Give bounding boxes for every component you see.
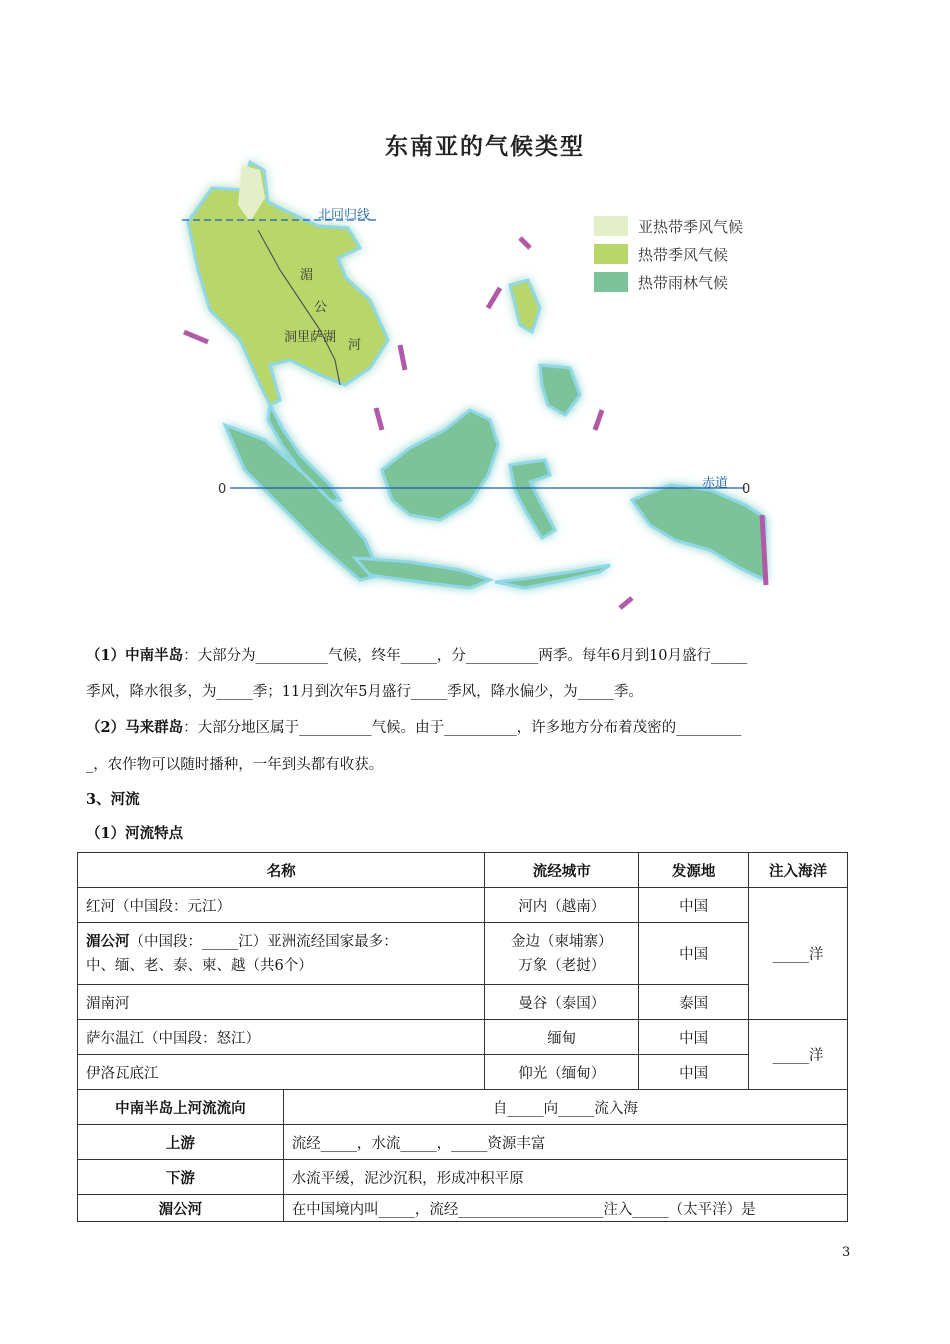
legend-swatch — [594, 216, 628, 236]
river-name-bold: 湄公河 — [86, 932, 130, 950]
row-label: 中南半岛上河流流向 — [78, 1090, 284, 1125]
map-graphic — [170, 110, 790, 630]
table-row — [78, 923, 848, 985]
table-row — [78, 985, 848, 1020]
indochina-region — [188, 162, 388, 405]
legend-label: 热带季风气候 — [638, 245, 729, 264]
table-row — [78, 888, 848, 923]
map-title: 东南亚的气候类型 — [385, 134, 585, 160]
row-label: 下游 — [78, 1160, 284, 1195]
river-source: 中国 — [639, 1055, 749, 1090]
river-name: 伊洛瓦底江 — [78, 1055, 485, 1090]
para1-text: ：大部分为__________气候，终年_____，分__________两季。每年6月到10月盛行_____ — [183, 648, 748, 664]
table-row — [78, 1055, 848, 1090]
equator-right-number: 0 — [742, 482, 751, 497]
river-name: 红河（中国段：元江） — [78, 888, 485, 923]
sulawesi — [510, 460, 555, 538]
legend-item-tropical-monsoon — [594, 240, 743, 268]
legend-item-tropical-rainforest — [594, 268, 743, 296]
ocean-cell: _____洋 — [749, 888, 848, 1020]
river-name: 萨尔温江（中国段：怒江） — [78, 1020, 485, 1055]
river-source: 中国 — [639, 888, 749, 923]
row-value: 在中国境内叫_____，流经____________________注入_____（太平洋）是 — [283, 1195, 847, 1222]
river-source: 中国 — [639, 1020, 749, 1055]
river-table — [77, 852, 848, 1090]
river-city: 河内（越南） — [485, 888, 639, 923]
equator-left-number: 0 — [218, 482, 227, 497]
para1-heading: （1）中南半岛 — [86, 647, 184, 664]
mekong-label-2: 公 — [314, 300, 328, 315]
table-row — [78, 1160, 848, 1195]
legend-item-subtropical — [594, 212, 743, 240]
row-value: 水流平缓，泥沙沉积，形成冲积平原 — [283, 1160, 847, 1195]
row-value: 流经_____，水流_____，_____资源丰富 — [283, 1125, 847, 1160]
borneo — [382, 410, 498, 520]
river-city: 缅甸 — [485, 1020, 639, 1055]
philippines-luzon — [510, 280, 540, 332]
legend-label: 亚热带季风气候 — [638, 217, 744, 236]
mekong-label-3: 河 — [348, 338, 362, 353]
climate-map — [170, 110, 790, 630]
new-guinea — [632, 485, 765, 580]
mekong-label-1: 湄 — [300, 268, 314, 283]
para2-line1 — [86, 718, 741, 738]
header-cell: 名称 — [78, 853, 485, 888]
table-row — [78, 1125, 848, 1160]
river-source: 中国 — [639, 923, 749, 985]
table-row — [78, 1090, 848, 1125]
para2-heading: （2）马来群岛 — [86, 719, 184, 736]
river-name-line2: 中、缅、老、泰、柬、越（共6个） — [86, 957, 313, 974]
row-label: 湄公河 — [78, 1195, 284, 1222]
java — [355, 558, 490, 588]
table-header-row — [78, 853, 848, 888]
river-name: 湄南河 — [78, 985, 485, 1020]
philippines-south — [540, 365, 580, 415]
para1-line2: 季风，降水很多，为_____季；11月到次年5月盛行_____季风，降水偏少，为_____季。 — [86, 684, 643, 700]
flow-table — [77, 1089, 848, 1222]
para1-line1 — [86, 646, 747, 666]
river-city: 曼谷（泰国） — [485, 985, 639, 1020]
tropic-of-cancer-label: 北回归线 — [318, 208, 371, 223]
legend-label: 热带雨林气候 — [638, 273, 729, 292]
river-name-rest: （中国段：_____江）亚洲流经国家最多： — [129, 933, 398, 950]
row-value: 自_____向_____流入海 — [283, 1090, 847, 1125]
table-row — [78, 1195, 848, 1222]
para2-text: ：大部分地区属于__________气候。由于__________，许多地方分布着茂密的_________ — [183, 720, 742, 736]
tonle-sap-label: 洞里萨湖 — [284, 330, 337, 345]
river-source: 泰国 — [639, 985, 749, 1020]
para2-line2: _，农作物可以随时播种，一年到头都有收获。 — [86, 757, 384, 773]
ocean-cell: _____洋 — [749, 1020, 848, 1090]
table-row — [78, 1020, 848, 1055]
header-cell: 发源地 — [639, 853, 749, 888]
river-city: 仰光（缅甸） — [485, 1055, 639, 1090]
legend-swatch — [594, 272, 628, 292]
legend-swatch — [594, 244, 628, 264]
subsection-heading: （1）河流特点 — [86, 825, 184, 842]
river-city — [485, 923, 639, 985]
river-city-1: 金边（柬埔寨） — [511, 933, 613, 950]
river-city-2: 万象（老挝） — [518, 957, 606, 974]
page-number: 3 — [842, 1245, 851, 1260]
section-heading-rivers: 3、河流 — [86, 791, 140, 808]
river-name — [78, 923, 485, 985]
header-cell: 流经城市 — [485, 853, 639, 888]
header-cell: 注入海洋 — [749, 853, 848, 888]
equator-label: 赤道 — [702, 476, 729, 491]
map-legend — [594, 212, 743, 296]
row-label: 上游 — [78, 1125, 284, 1160]
